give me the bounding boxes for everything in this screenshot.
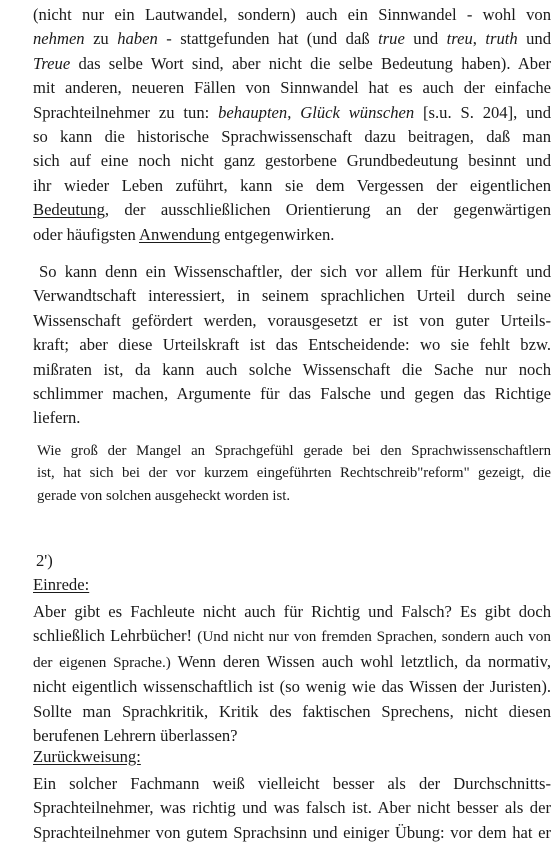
text-line: liefern. bbox=[33, 408, 81, 428]
text-line: Wissenschaft gefördert werden, vorausgesetzt er ist von guter Urteils- bbox=[33, 310, 551, 330]
text-line: Aber gibt es Fachleute nicht auch für Richtig und Falsch? Es gibt doch bbox=[33, 602, 551, 621]
text-line: Sprachteilnehmer von gutem Sprachsinn und einiger Übung: vor dem hat er bbox=[33, 822, 551, 842]
text-fragment: , bbox=[287, 102, 301, 122]
text-fragment: Sprachteilnehmer zu tun: bbox=[33, 102, 219, 122]
text-line bbox=[33, 198, 551, 222]
text-line: Sprachteilnehmer, was richtig und was falsch ist. Aber nicht besser als der bbox=[33, 798, 551, 818]
text-line: schlimmer machen, Argumente für das Falsche und gegen das Richtige bbox=[33, 384, 551, 404]
italic-word: nehmen bbox=[33, 29, 85, 49]
text-line bbox=[33, 52, 551, 76]
text-fragment: schließlich Lehrbücher! bbox=[33, 626, 198, 646]
text-line: nicht eigentlich wissenschaftlich ist (so wenig wie das Wissen der Juristen). bbox=[33, 677, 551, 697]
text-fragment: - stattgefunden hat (und daß bbox=[157, 29, 379, 49]
section-number: 2') bbox=[36, 551, 53, 570]
text-fragment: , bbox=[472, 29, 486, 49]
text-line: kraft; aber diese Urteilskraft ist das Entscheidende: wo sie fehlt bzw. bbox=[33, 335, 551, 355]
text-line: gerade von solchen ausgeheckt worden ist. bbox=[37, 487, 291, 504]
text-fragment: Wenn deren Wissen auch wohl letztlich, da normativ, bbox=[170, 651, 551, 671]
text-fragment: [s.u. S. 204], und bbox=[414, 102, 552, 122]
text-fragment: und bbox=[404, 29, 447, 49]
text-line: sich auf eine noch nicht ganz gestorbene Grundbedeutung besinnt und bbox=[33, 151, 551, 171]
text-fragment: oder häufigsten bbox=[33, 224, 139, 244]
text-line: Verwandtschaft interessiert, in seinem sprachlichen Urteil durch seine bbox=[33, 286, 551, 306]
text-line: (nicht nur ein Lautwandel, sondern) auch ein Sinnwandel - wohl von bbox=[33, 5, 551, 24]
paragraph-zurueckweisung bbox=[33, 772, 551, 845]
italic-word: Treue bbox=[33, 53, 71, 73]
paragraph-einrede bbox=[33, 600, 551, 748]
text-line: Sollte man Sprachkritik, Kritik des faktischen Sprechens, nicht diesen bbox=[33, 701, 551, 721]
underlined-word: Bedeutung bbox=[33, 200, 105, 220]
paragraph-sinnwandel bbox=[33, 3, 551, 247]
text-line bbox=[33, 223, 551, 247]
text-line: berufenen Lehrern überlassen? bbox=[33, 726, 238, 746]
italic-word: treu bbox=[446, 29, 473, 49]
text-line: So kann denn ein Wissenschaftler, der sich vor allem für Herkunft und bbox=[39, 262, 551, 281]
paragraph-rechtschreibreform bbox=[37, 440, 551, 507]
paragraph-wissenschaftler bbox=[33, 260, 551, 431]
text-line bbox=[33, 27, 551, 51]
italic-word: true bbox=[378, 29, 405, 49]
italic-word: Glück wünschen bbox=[300, 102, 415, 122]
text-line: so kann die historische Sprachwissenschaft dazu beitragen, daß man bbox=[33, 127, 551, 147]
italic-word: truth bbox=[485, 29, 518, 49]
text-fragment: und bbox=[517, 29, 552, 49]
heading-zurueckweisung: Zurückweisung: bbox=[33, 747, 141, 766]
text-line: Wie groß der Mangel an Sprachgefühl gerade bei den Sprachwissenschaftlern bbox=[37, 443, 551, 459]
text-line: mit anderen, neueren Fällen von Sinnwandel hat es auch der einfache bbox=[33, 78, 551, 98]
text-fragment: , der ausschließlichen Orientierung an der gegenwärtigen bbox=[104, 200, 551, 220]
italic-word: behaupten bbox=[218, 102, 288, 122]
italic-word: haben bbox=[117, 29, 158, 49]
text-line: mißraten ist, da kann auch solche Wissenschaft die Sache nur noch bbox=[33, 359, 551, 379]
underlined-word: Anwendung bbox=[139, 224, 221, 244]
text-line bbox=[33, 650, 551, 675]
heading-einrede: Einrede: bbox=[33, 575, 90, 594]
text-fragment: entgegenwirken. bbox=[220, 224, 335, 244]
text-fragment: zu bbox=[84, 29, 118, 49]
text-line: ihr wieder Leben zuführt, kann sie dem Vergessen der eigentlichen bbox=[33, 175, 551, 195]
text-line: Ein solcher Fachmann weiß vielleicht besser als der Durchschnitts- bbox=[33, 774, 551, 793]
text-line bbox=[33, 101, 551, 125]
small-text-fragment: (Und nicht nur von fremden Sprachen, sondern auch von bbox=[197, 628, 551, 646]
text-fragment: das selbe Wort sind, aber nicht die selbe Bedeutung haben). Aber bbox=[70, 53, 551, 73]
small-text-fragment: der eigenen Sprache.) bbox=[33, 653, 171, 671]
text-line: ist, hat sich bei der vor kurzem eingeführten Rechtschreib"reform" gezeigt, die bbox=[37, 465, 551, 482]
text-line bbox=[33, 624, 551, 649]
